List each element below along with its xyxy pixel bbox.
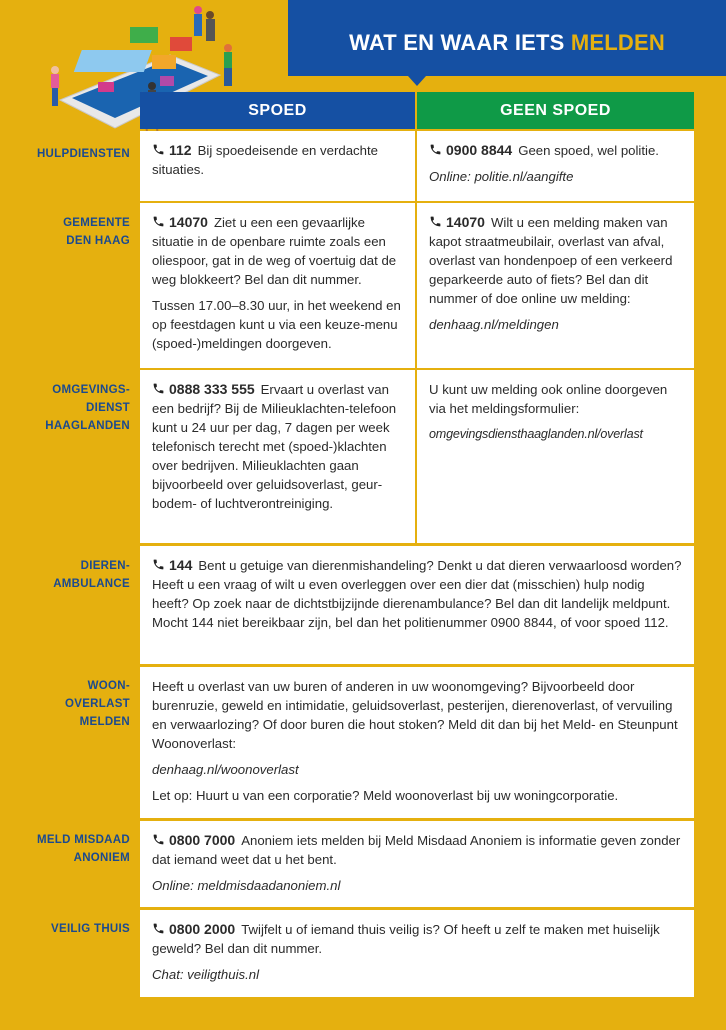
cell-text: Geen spoed, wel politie. bbox=[518, 143, 659, 158]
label-line: MELD MISDAAD bbox=[36, 834, 130, 846]
cell-hulpdiensten-spoed bbox=[140, 131, 415, 201]
row-label-gemeente bbox=[0, 214, 130, 250]
title-highlight: MELDEN bbox=[570, 30, 665, 55]
cell-dierenambulance bbox=[140, 546, 694, 664]
phone-icon bbox=[429, 215, 442, 228]
cell-text: Bent u getuige van dierenmishandeling? Denkt u dat dieren verwaarloosd worden? Heeft u een vraag of wilt u even overleggen over een dier dat (misschien) hulp nodig heeft? Op zoek naar de dichtstbijzijnde dierenambulance? Bel dan dit landelijk meldpunt. Mocht 144 niet bereikbaar zijn, bel dan het politienummer 0900 8844, of voor spoed 112. bbox=[152, 558, 682, 630]
cell-omgevingsdienst-spoed bbox=[140, 370, 415, 543]
phone-icon bbox=[152, 382, 165, 395]
phone-icon bbox=[429, 143, 442, 156]
cell-text: Wilt u een melding maken van kapot straatmeubilair, overlast van afval, overlast van hondenpoep of een verkeerd geparkeerde auto of fiets? Bel dan dit nummer of doe online uw melding: bbox=[429, 215, 673, 306]
phone-number: 0888 333 555 bbox=[169, 381, 255, 397]
cell-woonoverlast bbox=[140, 667, 694, 818]
phone-number: 0800 7000 bbox=[169, 832, 236, 848]
online-link[interactable]: denhaag.nl/woonoverlast bbox=[152, 762, 299, 777]
column-header-geen-spoed: GEEN SPOED bbox=[417, 92, 694, 129]
cell-text: Twijfelt u of iemand thuis veilig is? Of heeft u zelf te maken met huiselijk geweld? Bel dan dit nummer. bbox=[152, 922, 660, 956]
label-line: OMGEVINGS- bbox=[52, 384, 130, 396]
row-label-hulpdiensten bbox=[0, 145, 130, 163]
phone-icon bbox=[152, 922, 165, 935]
cell-hulpdiensten-geen-spoed bbox=[417, 131, 694, 201]
row-label-veilig-thuis bbox=[0, 920, 130, 938]
phone-number: 0900 8844 bbox=[446, 142, 513, 158]
cell-text: Bij spoedeisende en verdachte situaties. bbox=[152, 143, 378, 177]
cell-extra-text: Tussen 17.00–8.30 uur, in het weekend en op feestdagen kunt u via een keuze-menu (spoed-)meldingen doorgeven. bbox=[152, 298, 401, 351]
row-label-dierenambulance bbox=[0, 557, 130, 593]
online-link[interactable]: denhaag.nl/meldingen bbox=[429, 317, 559, 332]
page-title bbox=[288, 30, 726, 56]
cell-gemeente-spoed bbox=[140, 203, 415, 368]
cell-note: Let op: Huurt u van een corporatie? Meld woonoverlast bij uw woningcorporatie. bbox=[152, 788, 619, 803]
column-header-spoed: SPOED bbox=[140, 92, 415, 129]
phone-number: 0800 2000 bbox=[169, 921, 236, 937]
online-link[interactable]: Online: politie.nl/aangifte bbox=[429, 169, 574, 184]
phone-icon bbox=[152, 558, 165, 571]
title-main: WAT EN WAAR IETS bbox=[349, 30, 565, 55]
label-line: DEN HAAG bbox=[66, 235, 130, 247]
cell-misdaad bbox=[140, 821, 694, 907]
banner-pointer bbox=[408, 76, 426, 86]
label-line: GEMEENTE bbox=[63, 217, 130, 229]
label-line: DIENST bbox=[86, 402, 130, 414]
label-line: OVERLAST bbox=[64, 698, 130, 710]
label-line: ANONIEM bbox=[73, 852, 130, 864]
label-line: HULPDIENSTEN bbox=[36, 148, 130, 160]
chat-link[interactable]: Chat: veiligthuis.nl bbox=[152, 967, 260, 982]
cell-text: U kunt uw melding ook online doorgeven via het meldingsformulier: bbox=[429, 382, 668, 416]
label-line: AMBULANCE bbox=[53, 578, 130, 590]
cell-gemeente-geen-spoed bbox=[417, 203, 694, 368]
online-link[interactable]: omgevingsdiensthaaglanden.nl/overlast bbox=[429, 427, 643, 441]
phone-icon bbox=[152, 143, 165, 156]
row-label-omgevingsdienst bbox=[0, 381, 130, 435]
phone-icon bbox=[152, 833, 165, 846]
cell-veilig-thuis bbox=[140, 910, 694, 997]
phone-number: 14070 bbox=[169, 214, 208, 230]
cell-text: Ervaart u overlast van een bedrijf? Bij de Milieuklachten-telefoon kunt u 24 uur per dag, 7 dagen per week telefonisch terecht met (spoed-)klachten over bedrijven. Milieuklachten gaan bijvoorbeeld over geluidsoverlast, geur- bodem- of luchtverontreiniging. bbox=[152, 382, 397, 511]
phone-icon bbox=[152, 215, 165, 228]
label-line: HAAGLANDEN bbox=[45, 420, 130, 432]
label-line: WOON- bbox=[87, 680, 130, 692]
phone-number: 144 bbox=[169, 557, 193, 573]
label-line: VEILIG THUIS bbox=[51, 923, 130, 935]
phone-number: 112 bbox=[169, 142, 192, 158]
cell-omgevingsdienst-geen-spoed bbox=[417, 370, 694, 543]
phone-number: 14070 bbox=[446, 214, 485, 230]
cell-text: Anoniem iets melden bij Meld Misdaad Anoniem is informatie geven zonder dat iemand weet dat u het bent. bbox=[152, 833, 681, 867]
cell-text: Ziet u een een gevaarlijke situatie in de openbare ruimte zoals een oliespoor, gat in de weg of voertuig dat de weg blokkeert? Bel dan dit nummer. bbox=[152, 215, 397, 287]
row-label-misdaad bbox=[0, 831, 130, 867]
online-link[interactable]: Online: meldmisdaadanoniem.nl bbox=[152, 878, 341, 893]
label-line: MELDEN bbox=[79, 716, 130, 728]
cell-text: Heeft u overlast van uw buren of anderen in uw woonomgeving? Bijvoorbeeld door burenruzie, geweld en intimidatie, geluidsoverlast, pesterijen, dierenoverlast, of vervuiling en verwaarlozing? Of door buren die hout stoken? Meld dit dan bij het Meld- en Steunpunt Woonoverlast: bbox=[152, 679, 678, 751]
title-banner bbox=[288, 0, 726, 76]
label-line: DIEREN- bbox=[80, 560, 130, 572]
row-label-woonoverlast bbox=[0, 677, 130, 731]
